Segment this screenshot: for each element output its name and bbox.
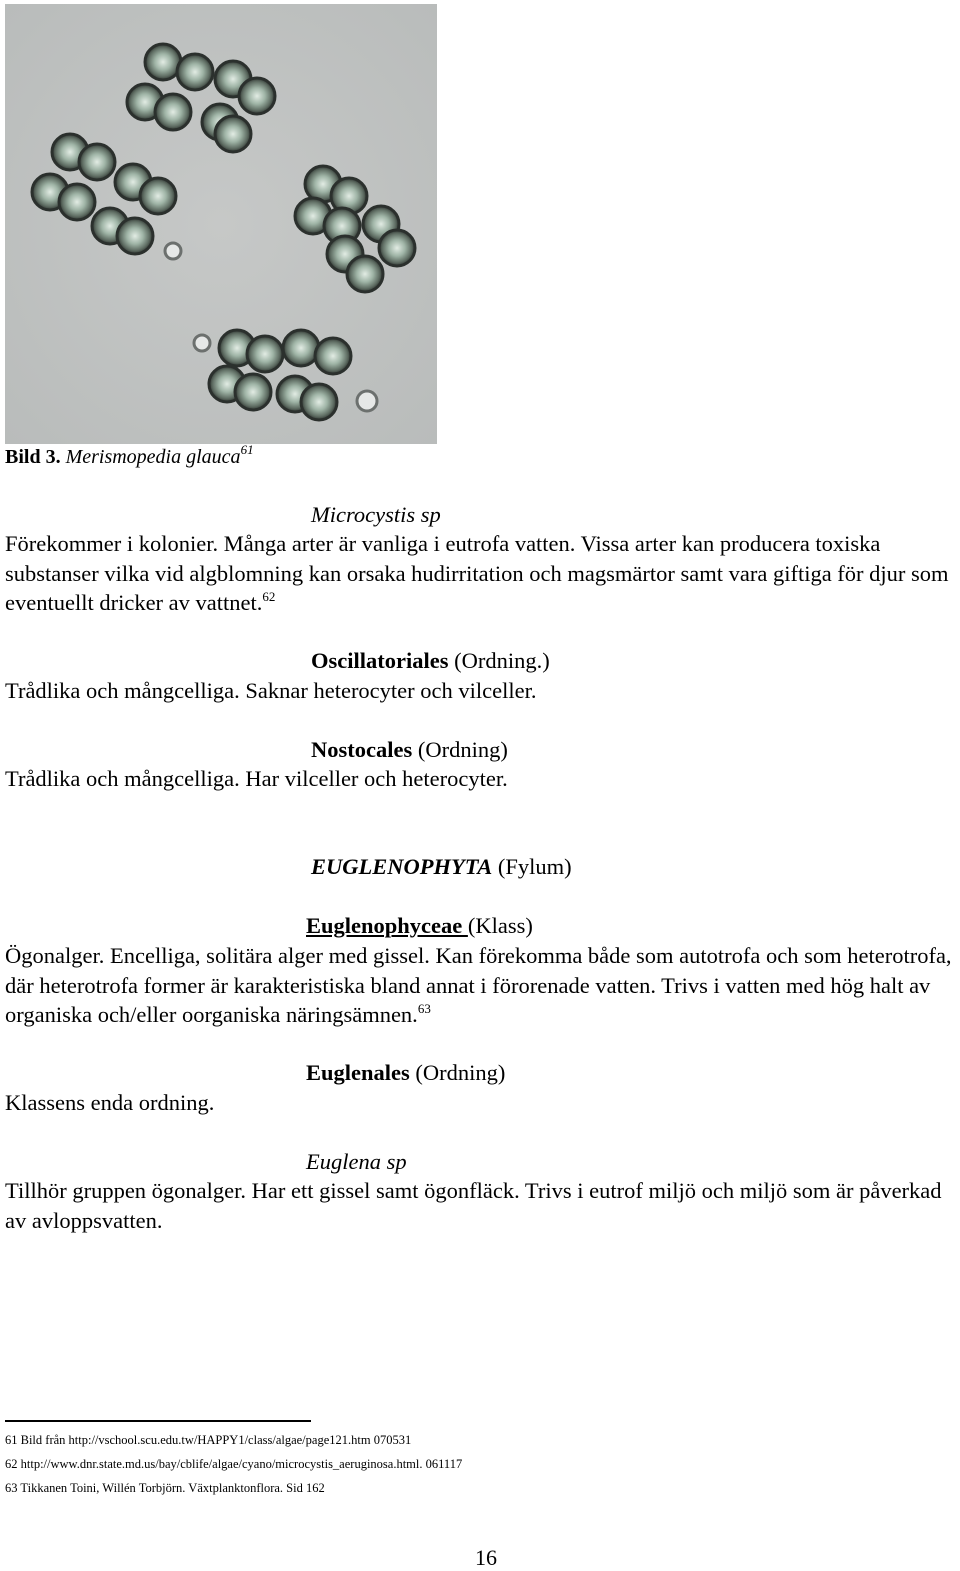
algae-cell [239,78,275,114]
merismopedia-photo [5,4,437,444]
footnote-62: 62 http://www.dnr.state.md.us/bay/cblife/algae/cyano/microcystis_aeruginosa.html. 061117 [5,1457,463,1471]
euglena-heading: Euglena sp [306,1149,407,1174]
euglenophyceae-heading: Euglenophyceae (Klass) [306,913,533,938]
oscillatoriales-text: Trådlika och mångcelliga. Saknar heterocyter och vilceller. [5,678,537,703]
footnote-separator [5,1420,311,1422]
algae-cell [379,230,415,266]
euglena-text: Tillhör gruppen ögonalger. Har ett gissel samt ögonfläck. Trivs i eutrof miljö och miljö som är påverkad av avloppsvatten. [5,1178,942,1233]
caption-label: Bild 3. [5,446,61,468]
euglenales-heading: Euglenales (Ordning) [306,1060,506,1085]
algae-cell [247,336,283,372]
microcystis-heading: Microcystis sp [311,502,441,527]
euglenophyta-heading: EUGLENOPHYTA (Fylum) [311,854,572,879]
algae-cell [177,54,213,90]
algae-cell [117,218,153,254]
algae-cell [283,330,319,366]
footnote-63: 63 Tikkanen Toini, Willén Torbjörn. Växtplanktonflora. Sid 162 [5,1481,325,1495]
footnote-61: 61 Bild från http://vschool.scu.edu.tw/HAPPY1/class/algae/page121.htm 070531 [5,1433,412,1447]
algae-cell [301,384,337,420]
algae-cell [79,144,115,180]
caption-species: Merismopedia glauca [65,446,241,468]
page-number: 16 [475,1545,497,1570]
footnote-ref-63: 63 [417,1001,431,1016]
algae-cell [140,178,176,214]
footnote-ref-62: 62 [262,589,276,604]
algae-cell [59,184,95,220]
euglenales-text: Klassens enda ordning. [5,1090,215,1115]
algae-cell [155,94,191,130]
caption-footnote-ref: 61 [240,442,254,457]
algae-cell [315,338,351,374]
algae-cell [145,44,181,80]
oscillatoriales-heading: Oscillatoriales (Ordning.) [311,648,550,673]
euglenophyceae-text: Ögonalger. Encelliga, solitära alger med gissel. Kan förekomma både som autotrofa och som heterotrofa, där heterotrofa former är karakteristiska bland annat i förorenade vatten. Trivs i vatten med hög halt av organiska och/eller oorganiska näringsämnen.$^{63}$ [5,943,952,1027]
algae-cell [235,374,271,410]
figure-caption [5,443,254,473]
algae-cell [215,116,251,152]
nostocales-text: Trådlika och mångcelliga. Har vilceller och heterocyter. [5,766,508,791]
microcystis-text: Förekommer i kolonier. Många arter är vanliga i eutrofa vatten. Vissa arter kan producera toxiska substanser vilka vid algblomning kan orsaka hudirritation och magsmärtor samt vara giftiga för djur som eventuellt dricker av vattnet.$^{62}$ [5,531,949,615]
algae-cell [347,256,383,292]
nostocales-heading: Nostocales (Ordning) [311,737,508,762]
